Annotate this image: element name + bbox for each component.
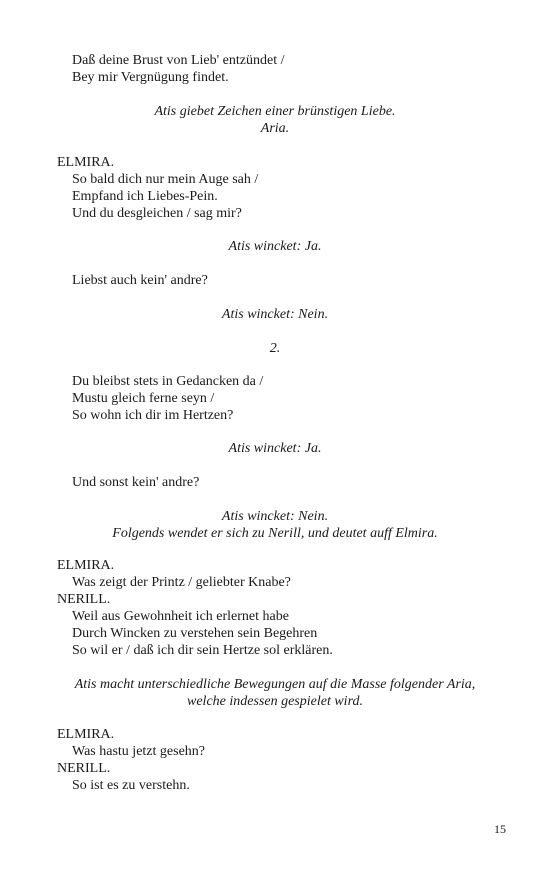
stage-direction: Atis wincket: Ja. (228, 441, 322, 456)
speaker-name: ELMIRA. (57, 558, 115, 573)
stage-direction: Folgends wendet er sich zu Nerill, und deutet auff Elmira. (112, 526, 438, 541)
speaker-name: NERILL. (57, 761, 111, 776)
stage-direction: Atis wincket: Nein. (221, 307, 329, 322)
stage-direction: Atis wincket: Nein. (221, 509, 329, 524)
verse-line: So wil er / daß ich dir sein Hertze sol erklären. (72, 643, 333, 658)
stage-direction: welche indessen gespielet wird. (187, 694, 363, 709)
verse-line: So wohn ich dir im Hertzen? (72, 408, 234, 423)
verse-line: Und du desgleichen / sag mir? (72, 206, 242, 221)
verse-line: Und sonst kein' andre? (72, 475, 200, 490)
stage-direction: Atis giebet Zeichen einer brünstigen Liebe. (154, 104, 396, 119)
verse-line: Durch Wincken zu verstehen sein Begehren (72, 626, 318, 641)
speaker-name: ELMIRA. (57, 727, 115, 742)
stanza-number: 2. (269, 341, 281, 356)
verse-line: Liebst auch kein' andre? (72, 273, 208, 288)
verse-line: Was hastu jetzt gesehn? (72, 744, 205, 759)
speaker-name: ELMIRA. (57, 155, 115, 170)
verse-line: Empfand ich Liebes-Pein. (72, 189, 218, 204)
verse-line: Mustu gleich ferne seyn / (72, 391, 215, 406)
speaker-name: NERILL. (57, 592, 111, 607)
stage-direction: Aria. (260, 121, 290, 136)
stage-direction: Atis wincket: Ja. (228, 239, 322, 254)
verse-line: Du bleibst stets in Gedancken da / (72, 374, 264, 389)
verse-line: Weil aus Gewohnheit ich erlernet habe (72, 609, 289, 624)
page-number: 15 (494, 822, 506, 836)
verse-line: So bald dich nur mein Auge sah / (72, 172, 259, 187)
stage-direction: Atis macht unterschiedliche Bewegungen auf die Masse folgender Aria, (74, 677, 476, 692)
verse-line: So ist es zu verstehn. (72, 778, 190, 793)
verse-line: Daß deine Brust von Lieb' entzündet / (72, 53, 285, 68)
verse-line: Was zeigt der Printz / geliebter Knabe? (72, 575, 291, 590)
verse-line: Bey mir Vergnügung findet. (72, 70, 229, 85)
